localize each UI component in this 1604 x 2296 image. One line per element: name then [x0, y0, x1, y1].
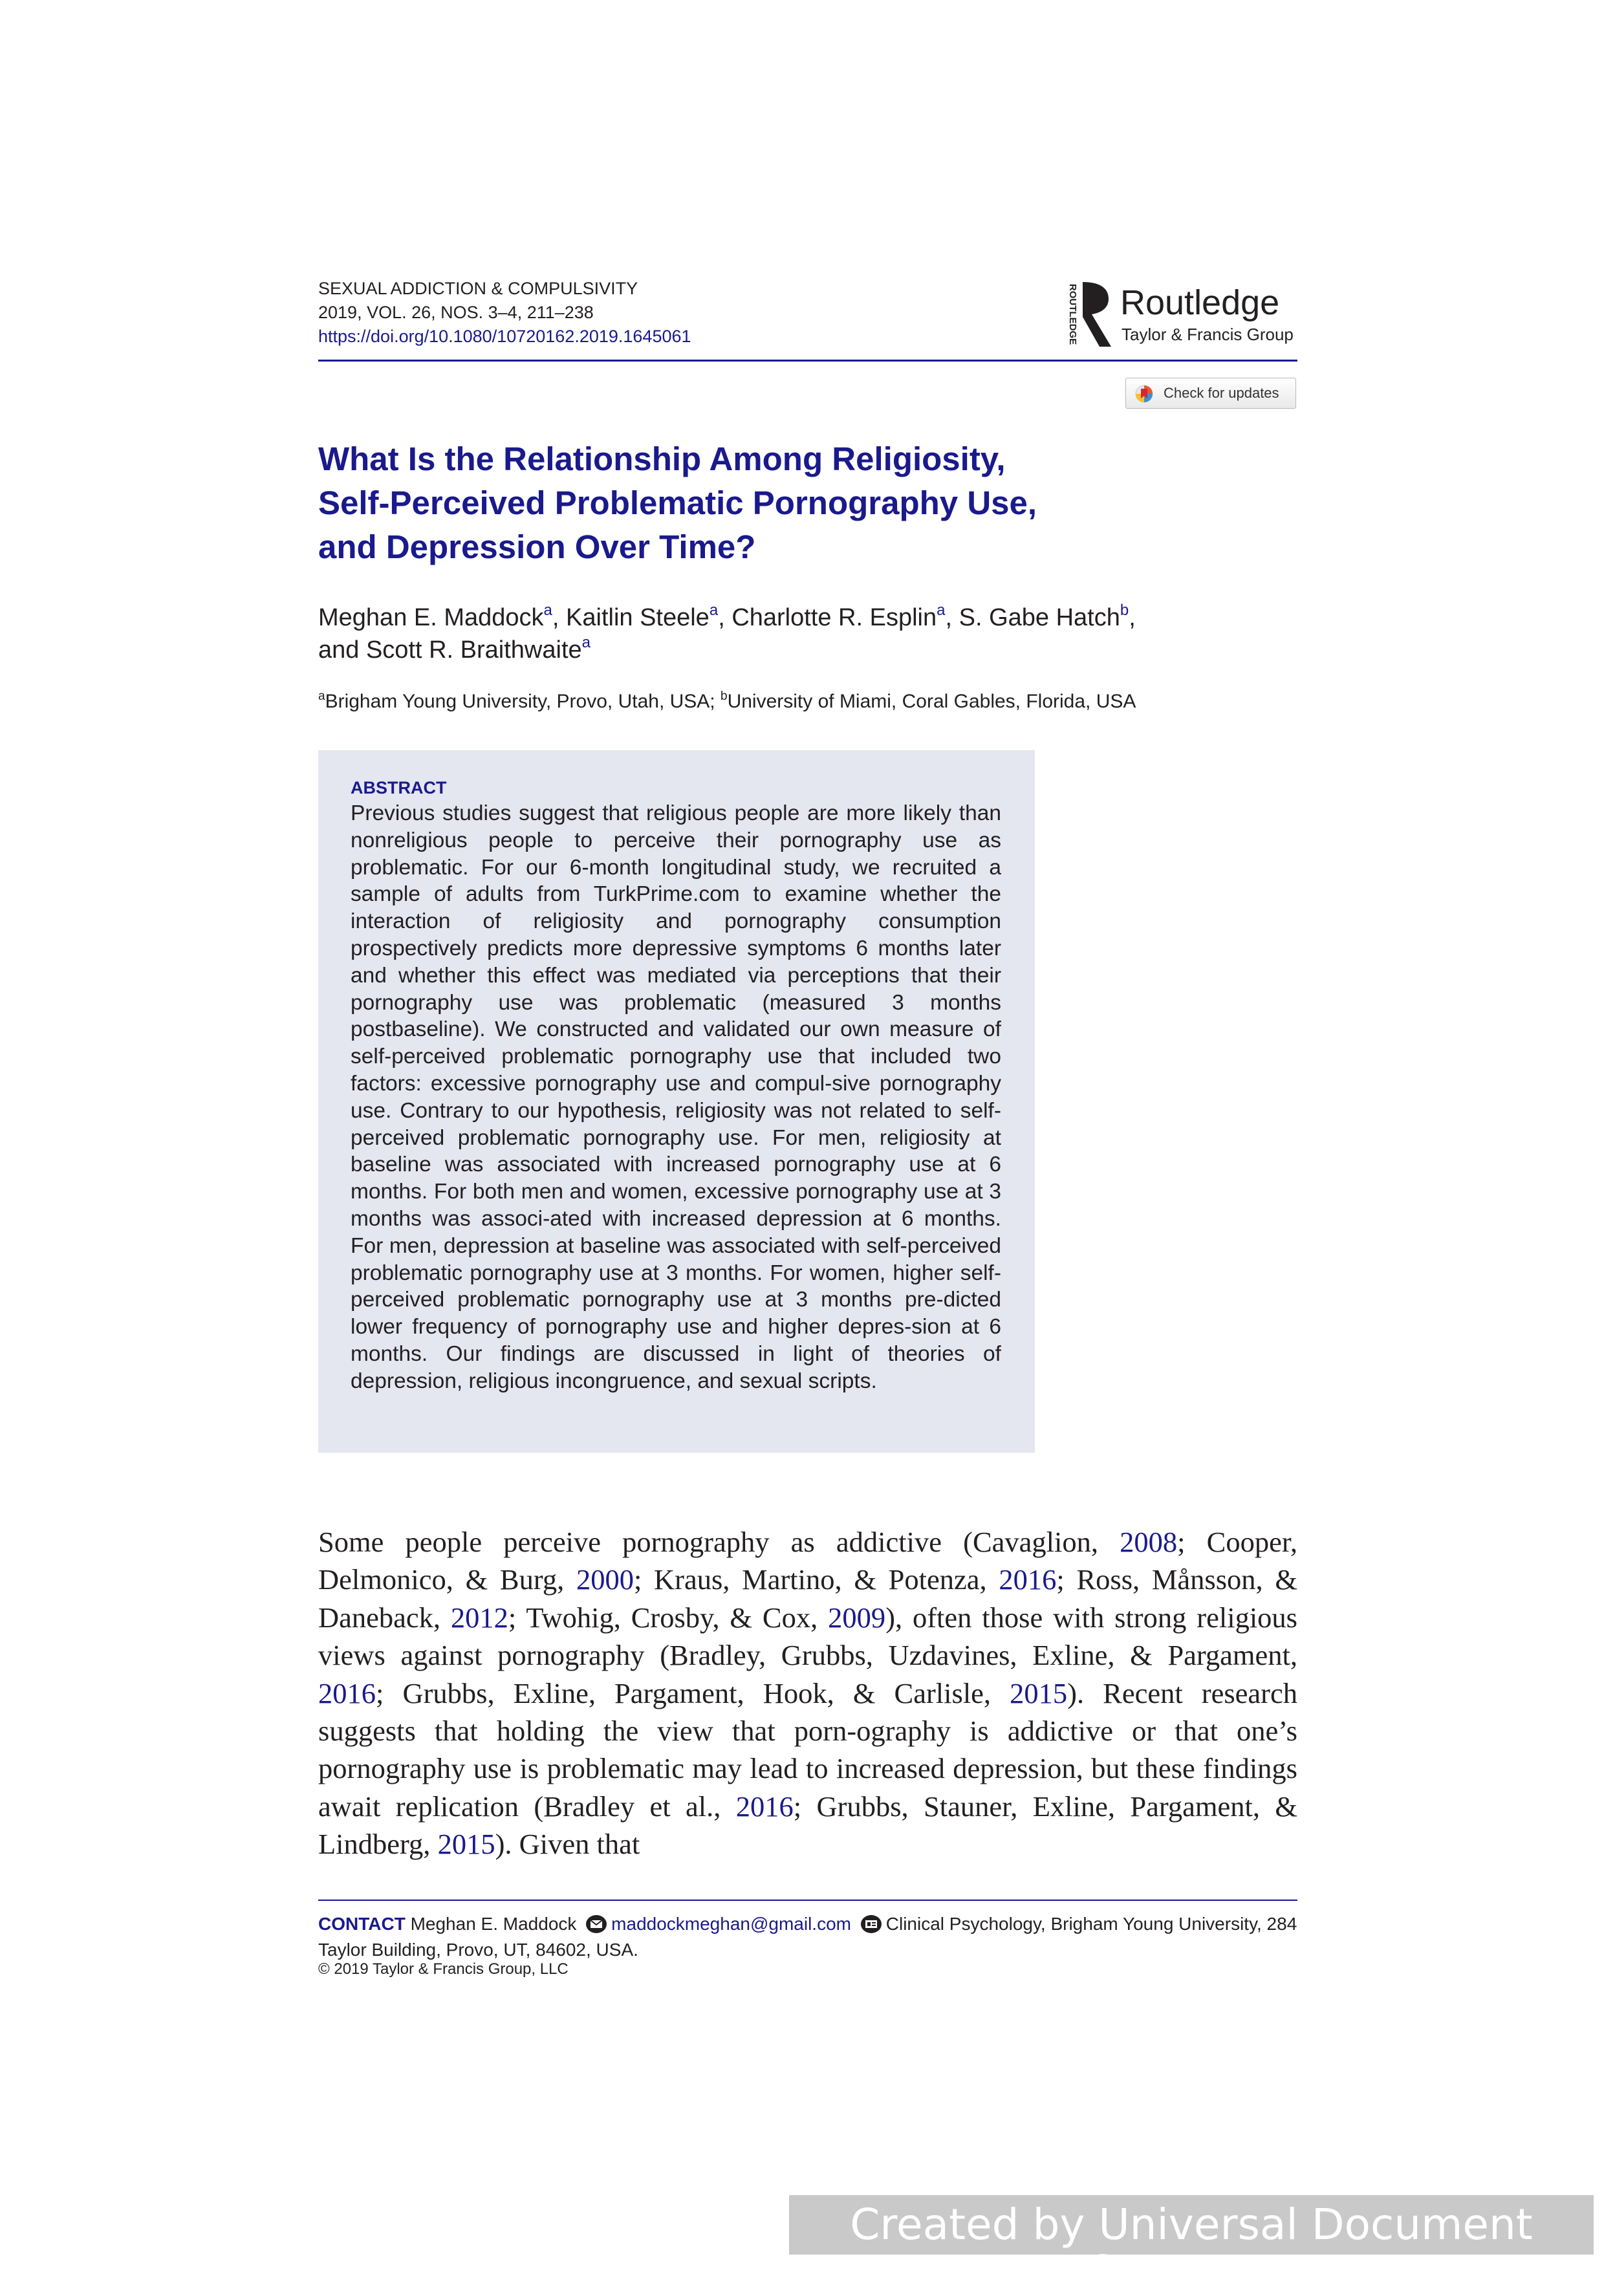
- body-text-run: ; Twohig, Crosby, & Cox,: [508, 1601, 829, 1634]
- footer-rule: [318, 1900, 1297, 1901]
- citation-link[interactable]: 2009: [828, 1601, 886, 1634]
- author-affiliation-mark[interactable]: a: [709, 601, 719, 619]
- body-text-run: ; Kraus, Martino, & Potenza,: [633, 1563, 999, 1596]
- svg-text:ROUTLEDGE: ROUTLEDGE: [1067, 283, 1078, 345]
- author-name[interactable]: S. Gabe Hatch: [959, 604, 1120, 631]
- abstract-heading: ABSTRACT: [351, 778, 447, 797]
- copyright: © 2019 Taylor & Francis Group, LLC: [318, 1960, 569, 1978]
- affiliation-text: Brigham Young University, Provo, Utah, USA;: [325, 691, 721, 712]
- affiliation-text: University of Miami, Coral Gables, Florida, USA: [727, 691, 1136, 712]
- citation-link[interactable]: 2016: [735, 1790, 794, 1823]
- abstract-text: Previous studies suggest that religious people are more likely than nonreligious people to perceive their pornography use as problematic. For our 6-month longitudinal study, we recruited a sample of adults from TurkPrime.com to examine whether the interaction of religiosity and pornography consumption prospectively predicts more depressive symptoms 6 months later and whether this effect was mediated via perceptions that their pornography use was problematic (measured 3 months postbaseline). We constructed and validated our own measure of self-perceived problematic pornography use that included two factors: excessive pornography use and compul-sive pornography use. Contrary to our hypothesis, religiosity was not related to self-perceived problematic pornography use. For men, religiosity at baseline was associated with increased pornography use at 6 months. For both men and women, excessive pornography use at 3 months was associ-ated with increased depression at 6 months. For men, depression at baseline was associated with self-perceived problematic pornography use at 3 months. For women, higher self-perceived problematic pornography use at 3 months pre-dicted lower frequency of pornography use and higher depres-sion at 6 months. Our findings are discussed in light of theories of depression, religious incongruence, and sexual scripts.: [351, 801, 1001, 1393]
- body-text-run: ; Grubbs, Stauner, Exline, Pargament, & Lindberg,: [318, 1790, 1297, 1861]
- citation-link[interactable]: 2016: [999, 1563, 1057, 1596]
- author-list: [318, 601, 1301, 666]
- author-name[interactable]: Meghan E. Maddock: [318, 604, 544, 631]
- contact-label: CONTACT: [318, 1914, 406, 1934]
- journal-issue: 2019, VOL. 26, NOS. 3–4, 211–238: [318, 303, 594, 322]
- body-text-run: ; Cooper, Delmonico, & Burg,: [318, 1526, 1297, 1596]
- author-separator: ,: [945, 604, 959, 631]
- header-rule: [318, 360, 1297, 362]
- journal-header: [318, 277, 691, 349]
- contact-address: Clinical Psychology, Brigham Young University, 284 Taylor Building, Provo, UT, 84602, USA.: [318, 1914, 1297, 1960]
- watermark: [789, 2195, 1594, 2296]
- citation-link[interactable]: 2016: [318, 1676, 376, 1709]
- author-name[interactable]: Charlotte R. Esplin: [732, 604, 937, 631]
- address-card-icon: [860, 1914, 882, 1934]
- doi-link[interactable]: https://doi.org/10.1080/10720162.2019.1645061: [318, 327, 691, 346]
- citation-link[interactable]: 2008: [1120, 1526, 1178, 1558]
- affiliation-mark: b: [720, 689, 728, 703]
- author-separator: ,: [552, 604, 567, 631]
- author-affiliation-mark[interactable]: a: [937, 601, 946, 619]
- body-text-run: ; Grubbs, Exline, Pargament, Hook, & Carlisle,: [376, 1676, 1010, 1709]
- body-text-run: ). Recent research suggests that holding the view that porn-ography is addictive or that one’s pornography use is problematic may lead to increased depression, but these findings await replication (Bradley et al.,: [318, 1676, 1298, 1823]
- title-line: and Depression Over Time?: [318, 528, 756, 565]
- citation-link[interactable]: 2000: [576, 1563, 634, 1596]
- article-title: [318, 437, 1159, 569]
- body-text-run: ; Ross, Månsson, & Daneback,: [318, 1563, 1298, 1634]
- publisher-logo: [1061, 279, 1300, 351]
- routledge-logo-icon: [1061, 279, 1118, 349]
- body-text-run: ). Given that: [495, 1828, 640, 1861]
- citation-link[interactable]: 2015: [437, 1828, 495, 1861]
- contact-name: Meghan E. Maddock: [410, 1914, 577, 1934]
- title-line: Self-Perceived Problematic Pornography Use,: [318, 484, 1037, 521]
- contact-email-link[interactable]: maddockmeghan@gmail.com: [611, 1914, 851, 1934]
- contact-block: [318, 1911, 1297, 1963]
- author-affiliation-mark[interactable]: a: [543, 601, 552, 619]
- watermark-text: Created by Universal Document Converter: [850, 2200, 1533, 2296]
- title-line: What Is the Relationship Among Religiosity,: [318, 440, 1006, 477]
- check-for-updates-label: Check for updates: [1164, 385, 1279, 401]
- author-name[interactable]: and Scott R. Braithwaite: [318, 636, 582, 664]
- publisher-name: Routledge: [1120, 283, 1280, 322]
- affiliation-mark: a: [318, 689, 325, 703]
- author-separator: ,: [718, 604, 732, 631]
- author-affiliation-mark[interactable]: b: [1120, 601, 1129, 619]
- author-separator: ,: [1129, 604, 1136, 631]
- citation-link[interactable]: 2012: [450, 1601, 508, 1634]
- citation-link[interactable]: 2015: [1010, 1676, 1068, 1709]
- envelope-icon: [585, 1914, 607, 1934]
- body-paragraph: [318, 1523, 1297, 1863]
- body-text-run: ), often those with strong religious views against pornography (Bradley, Grubbs, Uzdavines, Exline, & Pargament,: [318, 1601, 1297, 1672]
- body-text-run: Some people perceive pornography as addictive (Cavaglion,: [318, 1526, 1120, 1558]
- publisher-group: Taylor & Francis Group: [1122, 325, 1294, 344]
- journal-name: SEXUAL ADDICTION & COMPULSIVITY: [318, 279, 638, 298]
- author-affiliation-mark[interactable]: a: [581, 634, 591, 651]
- author-name[interactable]: Kaitlin Steele: [566, 604, 710, 631]
- crossmark-icon: [1135, 385, 1153, 403]
- check-for-updates-button[interactable]: [1125, 378, 1296, 409]
- affiliations: [318, 689, 1301, 714]
